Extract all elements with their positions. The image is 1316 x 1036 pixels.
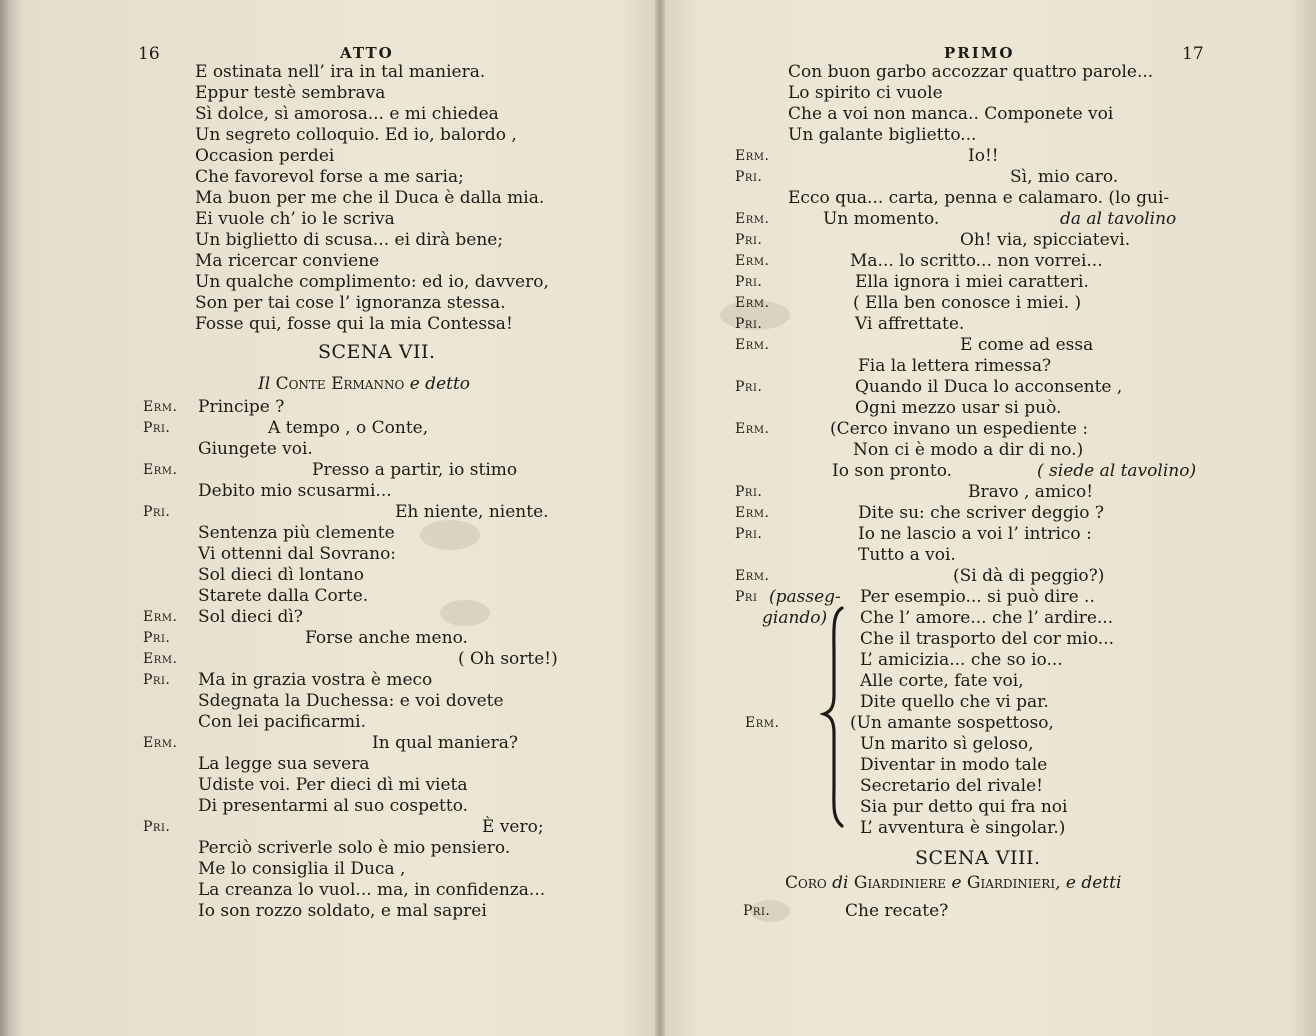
speaker-label: Pri. [143, 630, 171, 646]
dialogue-line: Con lei pacificarmi. [198, 712, 366, 732]
dialogue-line: Dite su: che scriver deggio ? [858, 503, 1105, 523]
dialogue-line: Oh! via, spicciatevi. [960, 230, 1131, 250]
dialogue-line: Quando il Duca lo acconsente , [855, 377, 1123, 397]
dialogue-line: Perciò scriverle solo è mio pensiero. [198, 838, 511, 858]
scene-heading: SCENA VIII. [915, 847, 1041, 869]
paper-stain [440, 600, 490, 626]
speaker-label: Pri. [143, 504, 171, 520]
dialogue-line: Sì, mio caro. [1010, 167, 1119, 187]
verse-line: Ei vuole ch’ io le scriva [195, 209, 395, 229]
speaker-label: Pri. [735, 169, 763, 185]
speaker-label: Erm. [735, 211, 770, 227]
dialogue-line: Che l’ amore... che l’ ardire... [860, 608, 1114, 628]
speaker-label: Erm. [735, 505, 770, 521]
brace-icon [820, 600, 850, 830]
dialogue-line: Eh niente, niente. [395, 502, 549, 522]
dialogue-line: Sentenza più clemente [198, 523, 395, 543]
speaker-label: Erm. [735, 148, 770, 164]
speaker-label: Pri. [143, 672, 171, 688]
dialogue-line: Che il trasporto del cor mio... [860, 629, 1115, 649]
speaker-label: Erm. [735, 568, 770, 584]
dialogue-line: Che a voi non manca.. Componete voi [788, 104, 1114, 124]
dialogue-line: Secretario del rivale! [860, 776, 1043, 796]
speaker-label: Pri. [735, 484, 763, 500]
verse-line: Ma buon per me che il Duca è dalla mia. [195, 188, 545, 208]
dialogue-line: Ogni mezzo usar si può. [855, 398, 1062, 418]
running-head: ATTO [340, 44, 394, 62]
dialogue-line: La legge sua severa [198, 754, 370, 774]
dialogue-line: (Si dà di peggio?) [953, 566, 1105, 586]
speaker-label: Erm. [735, 295, 770, 311]
dialogue-line: Di presentarmi al suo cospetto. [198, 796, 469, 816]
dialogue-line: Sol dieci dì? [198, 607, 303, 627]
stage-direction: da al tavolino [1060, 209, 1177, 229]
dialogue-line: ( Oh sorte!) [458, 649, 558, 669]
running-head: PRIMO [944, 44, 1015, 62]
speaker-label: Pri. [735, 526, 763, 542]
scene-cast: Il Conte Ermanno e detto [258, 374, 471, 394]
speaker-label: Pri [735, 589, 758, 605]
paper-stain [420, 520, 480, 550]
dialogue-line: Bravo , amico! [968, 482, 1094, 502]
speaker-label: Erm. [745, 715, 780, 731]
dialogue-line: Lo spirito ci vuole [788, 83, 943, 103]
dialogue-line: Io!! [968, 146, 999, 166]
speaker-label: Erm. [735, 421, 770, 437]
dialogue-line: Sol dieci dì lontano [198, 565, 364, 585]
speaker-label: Erm. [143, 609, 178, 625]
verse-line: Un biglietto di scusa... ei dirà bene; [195, 230, 504, 250]
dialogue-line: Ma in grazia vostra è meco [198, 670, 433, 690]
speaker-label: Pri. [143, 420, 171, 436]
dialogue-line: Diventar in modo tale [860, 755, 1048, 775]
verse-line: Che favorevol forse a me saria; [195, 167, 464, 187]
verse-line: Fosse qui, fosse qui la mia Contessa! [195, 314, 513, 334]
speaker-label: Erm. [143, 651, 178, 667]
verse-line: Un qualche complimento: ed io, davvero, [195, 272, 549, 292]
speaker-label: Pri. [735, 316, 763, 332]
speaker-label: Erm. [143, 462, 178, 478]
dialogue-line: Vi ottenni dal Sovrano: [198, 544, 397, 564]
verse-line: Son per tai cose l’ ignoranza stessa. [195, 293, 506, 313]
dialogue-line: Ella ignora i miei caratteri. [855, 272, 1089, 292]
speaker-label: Pri. [735, 379, 763, 395]
dialogue-line: Con buon garbo accozzar quattro parole... [788, 62, 1154, 82]
verse-line: Occasion perdei [195, 146, 335, 166]
stage-direction: ( siede al tavolino) [1037, 461, 1197, 481]
dialogue-line: Io ne lascio a voi l’ intrico : [858, 524, 1092, 544]
dialogue-line: Io son rozzo soldato, e mal saprei [198, 901, 487, 921]
speaker-label: Pri. [143, 819, 171, 835]
dialogue-line: Un momento. [823, 209, 940, 229]
page-number: 17 [1182, 44, 1204, 64]
verse-line: Ma ricercar conviene [195, 251, 380, 271]
speaker-label: Erm. [735, 337, 770, 353]
dialogue-line: Ecco qua... carta, penna e calamaro. (lo gui- [788, 188, 1170, 208]
dialogue-line: Vi affrettate. [855, 314, 965, 334]
scene-cast: Coro di Giardiniere e Giardinieri, e detti [785, 873, 1122, 893]
verse-line: Eppur testè sembrava [195, 83, 386, 103]
dialogue-line: Presso a partir, io stimo [312, 460, 518, 480]
dialogue-line: Un marito sì geloso, [860, 734, 1034, 754]
dialogue-line: Dite quello che vi par. [860, 692, 1049, 712]
speaker-label: Erm. [143, 399, 178, 415]
dialogue-line: Che recate? [845, 901, 949, 921]
dialogue-line: E come ad essa [960, 335, 1094, 355]
dialogue-line: Un galante biglietto... [788, 125, 977, 145]
dialogue-line: L’ avventura è singolar.) [860, 818, 1066, 838]
speaker-label: Erm. [143, 735, 178, 751]
dialogue-line: Giungete voi. [198, 439, 313, 459]
dialogue-line: (Un amante sospettoso, [850, 713, 1054, 733]
dialogue-line: Sia pur detto qui fra noi [860, 797, 1068, 817]
dialogue-line: Ma... lo scritto... non vorrei... [850, 251, 1103, 271]
stage-direction: (passeg- [769, 587, 841, 607]
speaker-label: Pri. [735, 274, 763, 290]
verse-line: Un segreto colloquio. Ed io, balordo , [195, 125, 517, 145]
dialogue-line: Fia la lettera rimessa? [858, 356, 1052, 376]
dialogue-line: Debito mio scusarmi... [198, 481, 392, 501]
stage-direction: giando) [762, 608, 828, 628]
verse-line: E ostinata nell’ ira in tal maniera. [195, 62, 486, 82]
dialogue-line: ( Ella ben conosce i miei. ) [853, 293, 1082, 313]
dialogue-line: Alle corte, fate voi, [860, 671, 1024, 691]
scene-heading: SCENA VII. [318, 341, 436, 363]
dialogue-line: Me lo consiglia il Duca , [198, 859, 406, 879]
speaker-label: Pri. [735, 232, 763, 248]
dialogue-line: (Cerco invano un espediente : [830, 419, 1089, 439]
dialogue-line: Sdegnata la Duchessa: e voi dovete [198, 691, 504, 711]
book-gutter [655, 0, 665, 1036]
dialogue-line: In qual maniera? [372, 733, 518, 753]
dialogue-line: Forse anche meno. [305, 628, 468, 648]
speaker-label: Erm. [735, 253, 770, 269]
verse-line: Sì dolce, sì amorosa... e mi chiedea [195, 104, 499, 124]
dialogue-line: È vero; [482, 817, 544, 837]
dialogue-line: Principe ? [198, 397, 285, 417]
dialogue-line: La creanza lo vuol... ma, in confidenza... [198, 880, 546, 900]
right-page [660, 0, 1316, 1036]
speaker-label: Pri. [743, 903, 771, 919]
dialogue-line: Non ci è modo a dir di no.) [853, 440, 1084, 460]
dialogue-line: A tempo , o Conte, [268, 418, 429, 438]
page-number: 16 [138, 44, 160, 64]
dialogue-line: Starete dalla Corte. [198, 586, 369, 606]
dialogue-line: Per esempio... si può dire .. [860, 587, 1095, 607]
dialogue-line: Io son pronto. [832, 461, 953, 481]
dialogue-line: L’ amicizia... che so io... [860, 650, 1063, 670]
dialogue-line: Udiste voi. Per dieci dì mi vieta [198, 775, 468, 795]
dialogue-line: Tutto a voi. [858, 545, 956, 565]
